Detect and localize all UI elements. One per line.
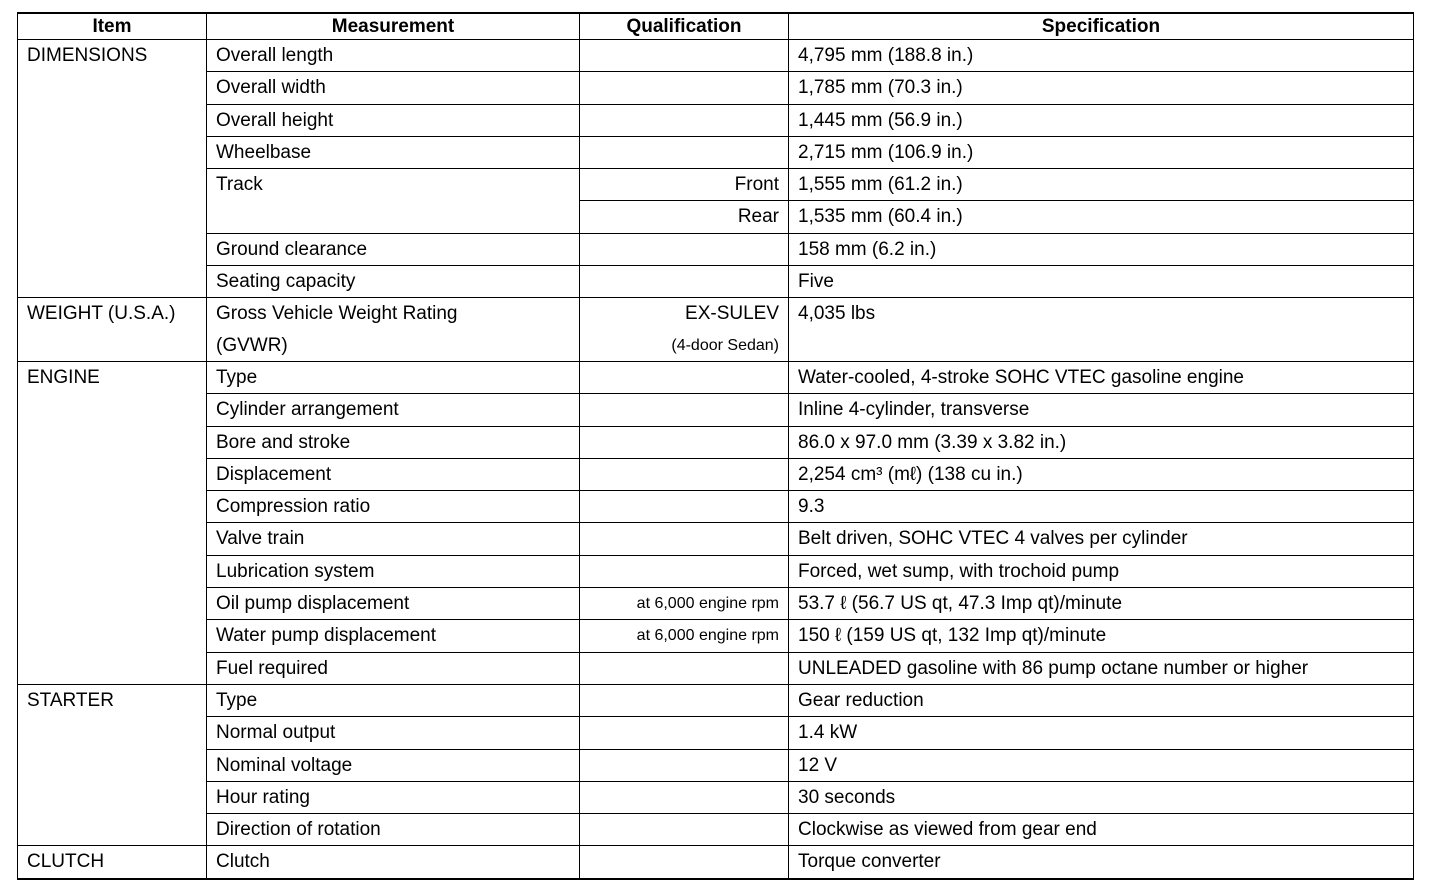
measurement-cell: Ground clearance: [207, 233, 580, 265]
specification-cell: UNLEADED gasoline with 86 pump octane number or higher: [789, 652, 1414, 684]
specification-cell: Belt driven, SOHC VTEC 4 valves per cylinder: [789, 523, 1414, 555]
measurement-cell: Clutch: [207, 846, 580, 879]
specification-cell: [789, 330, 1414, 362]
specification-cell: 2,715 mm (106.9 in.): [789, 136, 1414, 168]
qualification-cell: [580, 781, 789, 813]
specification-cell: 1,445 mm (56.9 in.): [789, 104, 1414, 136]
qualification-cell: at 6,000 engine rpm: [580, 620, 789, 652]
specification-cell: 1,785 mm (70.3 in.): [789, 72, 1414, 104]
table-row: [18, 458, 1414, 490]
specification-cell: Gear reduction: [789, 684, 1414, 716]
header-qualification: Qualification: [580, 13, 789, 40]
qualification-cell: [580, 846, 789, 879]
table-row: [18, 620, 1414, 652]
specification-cell: Water-cooled, 4-stroke SOHC VTEC gasoline engine: [789, 361, 1414, 393]
qualification-cell: Front: [580, 169, 789, 201]
specification-cell: 12 V: [789, 749, 1414, 781]
header-measurement: Measurement: [207, 13, 580, 40]
specification-cell: 158 mm (6.2 in.): [789, 233, 1414, 265]
table-row: [18, 491, 1414, 523]
measurement-cell: Cylinder arrangement: [207, 394, 580, 426]
measurement-cell: Wheelbase: [207, 136, 580, 168]
qualification-cell: [580, 394, 789, 426]
specification-table: [17, 12, 1414, 880]
group-clutch: CLUTCH: [18, 846, 207, 879]
group-starter: STARTER: [18, 684, 207, 845]
table-row: [18, 72, 1414, 104]
specification-cell: 53.7 ℓ (56.7 US qt, 47.3 Imp qt)/minute: [789, 588, 1414, 620]
measurement-cell: Hour rating: [207, 781, 580, 813]
qualification-cell: [580, 361, 789, 393]
specification-cell: 1,555 mm (61.2 in.): [789, 169, 1414, 201]
specification-cell: 150 ℓ (159 US qt, 132 Imp qt)/minute: [789, 620, 1414, 652]
specification-cell: 1.4 kW: [789, 717, 1414, 749]
specification-cell: 1,535 mm (60.4 in.): [789, 201, 1414, 233]
table-row: [18, 394, 1414, 426]
table-row: [18, 846, 1414, 879]
table-row: [18, 266, 1414, 298]
measurement-cell: Normal output: [207, 717, 580, 749]
specification-cell: Inline 4-cylinder, transverse: [789, 394, 1414, 426]
specification-cell: 2,254 cm³ (mℓ) (138 cu in.): [789, 458, 1414, 490]
qualification-cell: [580, 458, 789, 490]
table-row: [18, 717, 1414, 749]
table-row: [18, 781, 1414, 813]
measurement-cell: Compression ratio: [207, 491, 580, 523]
table-row: [18, 588, 1414, 620]
qualification-cell: [580, 814, 789, 846]
measurement-cell: Fuel required: [207, 652, 580, 684]
specification-cell: Torque converter: [789, 846, 1414, 879]
qualification-cell: [580, 684, 789, 716]
measurement-cell: Nominal voltage: [207, 749, 580, 781]
table-row: [18, 233, 1414, 265]
qualification-cell: (4-door Sedan): [580, 330, 789, 362]
table-row: [18, 330, 1414, 362]
qualification-cell: [580, 136, 789, 168]
header-specification: Specification: [789, 13, 1414, 40]
specification-cell: Forced, wet sump, with trochoid pump: [789, 555, 1414, 587]
qualification-cell: [580, 523, 789, 555]
table-row: [18, 40, 1414, 72]
qualification-cell: [580, 104, 789, 136]
measurement-cell: Track: [207, 169, 580, 234]
qualification-cell: [580, 233, 789, 265]
measurement-cell: Oil pump displacement: [207, 588, 580, 620]
measurement-cell: Overall length: [207, 40, 580, 72]
measurement-cell: Direction of rotation: [207, 814, 580, 846]
qualification-cell: [580, 491, 789, 523]
header-item: Item: [18, 13, 207, 40]
measurement-cell: Water pump displacement: [207, 620, 580, 652]
table-row: [18, 652, 1414, 684]
specification-cell: Five: [789, 266, 1414, 298]
header-row: [18, 13, 1414, 40]
measurement-cell: Overall width: [207, 72, 580, 104]
specification-cell: Clockwise as viewed from gear end: [789, 814, 1414, 846]
specification-cell: 9.3: [789, 491, 1414, 523]
specification-cell: 4,035 lbs: [789, 298, 1414, 330]
measurement-cell: Type: [207, 361, 580, 393]
measurement-cell: Bore and stroke: [207, 426, 580, 458]
measurement-cell: Overall height: [207, 104, 580, 136]
qualification-cell: [580, 40, 789, 72]
table-row: [18, 298, 1414, 330]
table-row: [18, 523, 1414, 555]
table-row: [18, 426, 1414, 458]
measurement-cell: Valve train: [207, 523, 580, 555]
table-row: [18, 136, 1414, 168]
measurement-cell: Lubrication system: [207, 555, 580, 587]
measurement-cell: (GVWR): [207, 330, 580, 362]
qualification-cell: [580, 266, 789, 298]
specification-cell: 86.0 x 97.0 mm (3.39 x 3.82 in.): [789, 426, 1414, 458]
table-row: [18, 814, 1414, 846]
qualification-cell: [580, 652, 789, 684]
measurement-cell: Displacement: [207, 458, 580, 490]
table-row: [18, 684, 1414, 716]
measurement-cell: Gross Vehicle Weight Rating: [207, 298, 580, 330]
qualification-cell: Rear: [580, 201, 789, 233]
qualification-cell: [580, 717, 789, 749]
qualification-cell: EX-SULEV: [580, 298, 789, 330]
qualification-cell: [580, 426, 789, 458]
measurement-cell: Seating capacity: [207, 266, 580, 298]
group-weight: WEIGHT (U.S.A.): [18, 298, 207, 362]
qualification-cell: at 6,000 engine rpm: [580, 588, 789, 620]
qualification-cell: [580, 72, 789, 104]
table-row: [18, 749, 1414, 781]
table-row: [18, 169, 1414, 201]
qualification-cell: [580, 555, 789, 587]
group-dimensions: DIMENSIONS: [18, 40, 207, 298]
specification-cell: 4,795 mm (188.8 in.): [789, 40, 1414, 72]
qualification-cell: [580, 749, 789, 781]
table-row: [18, 555, 1414, 587]
measurement-cell: Type: [207, 684, 580, 716]
group-engine: ENGINE: [18, 361, 207, 684]
table-row: [18, 104, 1414, 136]
specification-cell: 30 seconds: [789, 781, 1414, 813]
table-row: [18, 361, 1414, 393]
